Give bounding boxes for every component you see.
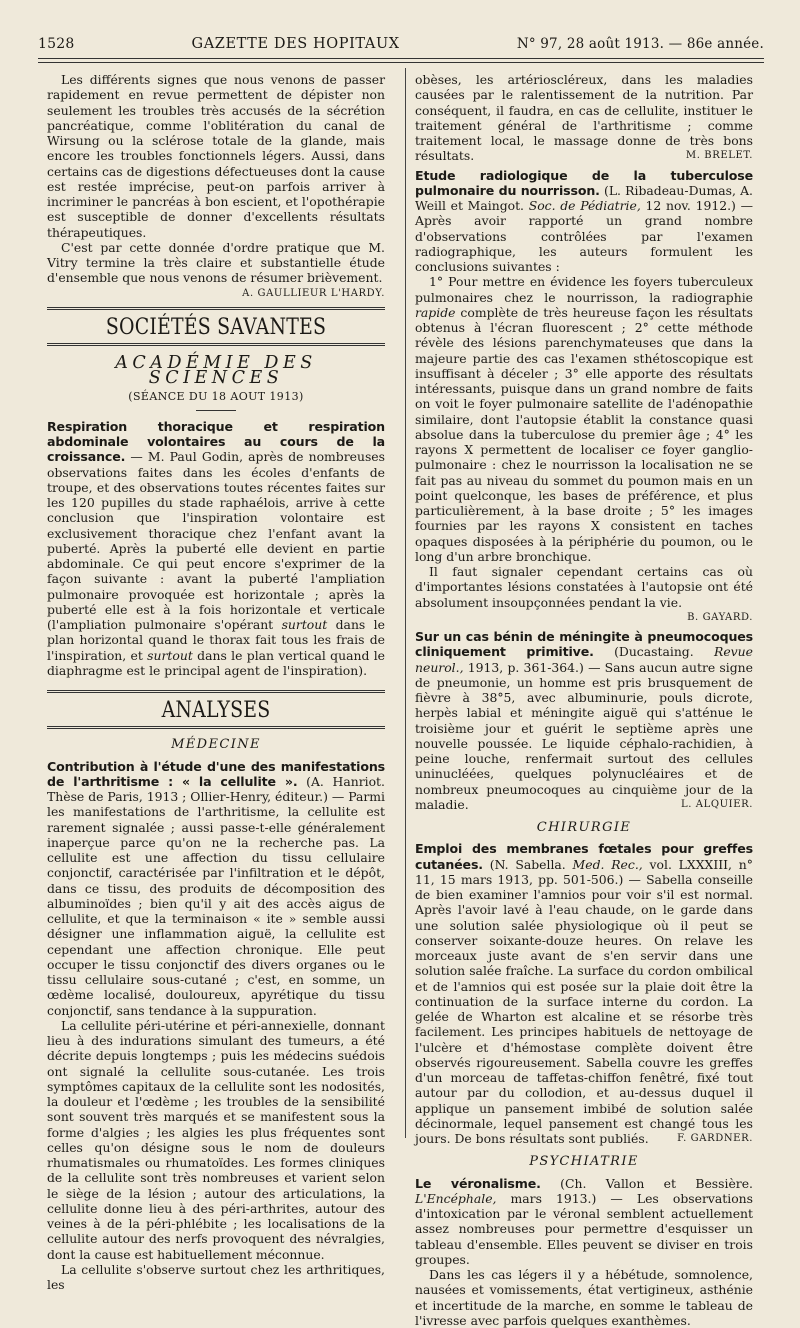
cellulite-paragraph-2: La cellulite péri-utérine et péri-annexielle, donnant lieu à des indurations simulant des tumeurs, a été décrite depuis longtemps ; puis les médecins suédois ont signalé la cellulite sous-cutanée. Les trois symptômes capitaux de la cellulite sont les nodosités, la douleur et l'œdème ; les troubles de la sensibilité sont souvent très marqués et se manifestent sous la forme d'algies ; les algies les plus fréquentes sont celles qu'on désigne sous le nom de douleurs rhumatismales ou rhumatoïdes. Les formes cliniques de la cellulite sont très nombreuses et varient selon le siège de la lésion ; autour des articulations, la cellulite donne lieu à des péri-arthrites, autour des veines à de la péri-phlébite ; les localisations de la cellulite autour des nerfs provoquent des névralgies, dont la cause est habituellement méconnue. <box>47 1017 385 1262</box>
right-column <box>415 72 753 1328</box>
article-journal: Med. Rec., <box>572 856 643 872</box>
column-separator <box>405 68 406 1138</box>
signature: A. GAULLIEUR L'HARDY. <box>242 287 385 299</box>
seance-date: (SÉANCE DU 18 AOUT 1913) <box>128 389 304 403</box>
signature: L. ALQUIER. <box>680 798 753 810</box>
article-cellulite <box>47 759 385 1018</box>
issue-info: N° 97, 28 août 1913. — 86e année. <box>516 36 764 52</box>
article-veronalisme <box>415 1176 753 1268</box>
article-greffes <box>415 841 753 1146</box>
cellulite-continued <box>415 72 753 164</box>
intro-paragraph-2-text: C'est par cette donnée d'ordre pratique que M. Vitry termine la très claire et substantielle étude d'ensemble que nous venons de résumer brièvement. <box>47 239 385 286</box>
article-journal: L'Encéphale, <box>415 1190 497 1206</box>
article-title: Emploi des membranes fœtales pour greffes cutanées. <box>415 841 753 872</box>
article-journal: Soc. de Pédiatrie, <box>528 198 641 213</box>
signature: M. BRELET. <box>685 150 753 162</box>
article-godin <box>47 419 385 678</box>
article-citation-end: mars 1913.) <box>510 1190 597 1206</box>
tuberculose-paragraph-3 <box>415 564 753 623</box>
italic-word: surtout <box>281 617 328 632</box>
italic-word: rapide <box>415 304 456 320</box>
conclusions-text: 1° Pour mettre en évidence les foyers tuberculeux pulmonaires chez le nourrisson, la radiographie <box>415 274 753 305</box>
article-citation-end: 1913, p. 361-364.) <box>467 659 584 675</box>
paragraph-text: Il faut signaler cependant certains cas où d'importantes lésions constatées à l'autopsie ont été absolument insoupçonnées pendant la vie. <box>415 564 753 610</box>
article-citation: (A. Hanriot. Thèse de Paris, 1913 ; Ollier-Henry, éditeur.) <box>47 773 385 804</box>
article-journal: Revue neurol., <box>415 644 753 675</box>
article-body: — Après avoir rapporté un grand nombre d'observations contrôlées par l'examen radiographique, les auteurs formulent les conclusions suivantes : <box>415 198 753 274</box>
section-rule <box>47 690 385 693</box>
signature: F. GARDNER. <box>677 1133 753 1144</box>
intro-paragraph-2 <box>47 239 385 299</box>
academie-heading: ACADÉMIE DES SCIENCES <box>115 353 317 389</box>
cellulite-paragraph-3: La cellulite s'observe surtout chez les arthritiques, les <box>47 1261 385 1292</box>
subhead-chirurgie: CHIRURGIE <box>536 820 632 835</box>
section-rule <box>47 307 385 310</box>
subhead-psychiatrie: PSYCHIATRIE <box>529 1154 639 1170</box>
article-body: dans le plan horizontal quand le thorax fait tous les frais de l'inspiration, et <box>47 617 385 663</box>
article-author: — M. Paul Godin, <box>130 449 244 465</box>
tuberculose-conclusions <box>415 274 753 564</box>
section-title-societes: SOCIÉTÉS SAVANTES <box>105 314 327 340</box>
article-citation: (N. Sabella. <box>489 856 566 872</box>
conclusions-text: complète de très heureuse façon les résultats obtenus à l'écran fluorescent ; 2° cette méthode révèle des lésions parenchymateuses que dans la majeure partie des cas l'examen sthétoscopique est insuffisant à déceler ; 3° elle apporte des résultats intéressants, puisque dans un grand nombre de faits on voit le foyer pulmonaire satellite de l'adénopathie similaire, dont l'autopsie établit la constance quasi absolue dans la tuberculose du premier âge ; 4° les rayons X permettent de localiser ce foyer ganglio-pulmonaire : chez le nourrisson la localisation ne se fait pas au niveau du sommet du poumon mais en un point quelconque, les bases de préférence, et plus particulièrement, à la base droite ; 5° les images fournies par les rayons X consistent en taches opaques disposées à la périphérie du poumon, ou le long d'un arbre bronchique. <box>415 304 753 564</box>
article-body: après de nombreuses observations faites dans les écoles d'enfants de troupe, et des observations toutes récentes faites sur les 120 pupilles du stade raphaélois, arrive à cette conclusion que l'inspiration volontaire est exclusivement thoracique chez l'enfant avant la puberté. Après la puberté elle devient en partie abdominale. Ce qui peut encore s'exprimer de la façon suivante : avant la puberté l'ampliation pulmonaire provoquée est horizontale ; après la puberté elle est à la fois horizontale et verticale (l'ampliation pulmonaire s'opérant <box>47 449 385 632</box>
article-body: — Sabella conseille de bien examiner l'amnios pour voir s'il est normal. Après l'avoir lavé à l'eau chaude, on le garde dans une solution salée physiologique où il peut se conserver soixante-douze heures. On relave les morceaux juste avant de s'en servir dans une solution salée fraîche. La surface du cordon ombilical et de l'amnios qui est posée sur la plaie doit être la continuation de la surface interne du cordon. La gelée de Wharton est alcaline et se résorbe très facilement. Les principes habituels de nettoyage de l'ulcère et d'hémostase complète doivent être observés rigoureusement. Sabella couvre les greffes d'un morceau de taffetas-chiffon fenêtré, fixé tout autour par du collodion, et au-dessus duquel il applique un pansement imbibé de solution salée décinormale, lequel pansement est changé tous les jours. De bons résultats sont publiés. <box>415 871 753 1146</box>
cellulite-continued-text: obèses, les artérioscléreux, dans les maladies causées par le ralentissement de la nutrition. Par conséquent, il faudra, en cas de cellulite, instituer le traitement général de l'arthritisme ; comme traitement local, le massage donne de très bons résultats. <box>415 72 753 164</box>
header-rule <box>38 58 764 59</box>
article-body: — Parmi les manifestations de l'arthritisme, la cellulite est rarement signalée ; aussi passe-t-elle généralement inaperçue parce qu'on ne la recherche pas. La cellulite est une affection du tissu cellulaire conjonctif, caractérisée par l'infiltration et le dépôt, dans ce tissu, des produits de décomposition des albuminoïdes ; bien qu'il y ait des accès aigus de cellulite, et que la terminaison « ite » semble aussi désigner une inflammation aiguë, la cellulite est cependant une affection chronique. Elle peut occuper le tissu conjonctif des divers organes ou le tissu cellulaire sous-cutané ; c'est, en somme, un œdème localisé, douloureux, apyrétique du tissu conjonctif, sans tendance à la suppuration. <box>47 789 385 1018</box>
article-title: Sur un cas bénin de méningite à pneumocoques cliniquement primitive. <box>415 629 753 660</box>
article-body: — Sans aucun autre signe de pneumonie, un homme est pris brusquement de fièvre à 38°5, avec albuminurie, pouls dicrote, herpès labial et méningite aiguë qui s'atténue le troisième jour et guérit le septième après une nouvelle poussée. Le liquide céphalo-rachidien, à peine louche, renfermait surtout des cellules uninucléées, quelques polynucléaires et de nombreux pneumocoques au cinquième jour de la maladie. <box>415 659 753 812</box>
article-title: Contribution à l'étude d'une des manifestations de l'arthritisme : « la cellulite ». <box>47 758 385 789</box>
article-tuberculose <box>415 168 753 275</box>
italic-word: surtout <box>147 647 193 663</box>
article-citation: (Ducastaing. <box>614 644 694 660</box>
article-citation-end: 12 nov. 1912.) <box>645 198 736 213</box>
article-title: Respiration thoracique et respiration abdominale volontaires au cours de la croissance. <box>47 418 385 465</box>
article-citation: (L. Ribadeau-Dumas, A. Weill et Maingot. <box>415 182 753 213</box>
article-body: — Les observations d'intoxication par le véronal semblent actuellement assez nombreuses pour permettre d'esquisser un tableau d'ensemble. Elles peuvent se diviser en trois groupes. <box>415 1190 753 1267</box>
section-title-analyses: ANALYSES <box>161 698 271 723</box>
article-title: Le véronalisme. <box>415 1175 541 1191</box>
article-meningite <box>415 629 753 812</box>
intro-paragraph-1: Les différents signes que nous venons de passer rapidement en revue permettent de dépister non seulement les troubles très accusés de la sécrétion pancréatique, comme l'oblitération du canal de Wirsung ou la sclérose totale de la glande, mais encore les troubles fonctionnels légers. Aussi, dans certains cas de digestions défectueuses dont la cause est restée imprécise, peut-on parfois arriver à incriminer le pancréas à bon escient, et l'opothérapie est susceptible de donner d'excellents résultats thérapeutiques. <box>47 72 385 240</box>
journal-title: GAZETTE DES HOPITAUX <box>191 36 400 52</box>
veronalisme-paragraph-2: Dans les cas légers il y a hébétude, somnolence, nausées et vomissements, état vertigineux, asthénie et incertitude de la marche, en somme le tableau de l'ivresse avec parfois quelques exanthèmes. <box>415 1267 753 1328</box>
article-citation: (Ch. Vallon et Bessière. <box>560 1175 753 1191</box>
header-rule-2 <box>38 62 764 63</box>
left-column <box>47 72 385 1292</box>
article-citation-end: vol. LXXXIII, n° 11, 15 mars 1913, pp. 501-506.) <box>415 856 753 887</box>
article-title: Etude radiologique de la tuberculose pulmonaire du nourrisson. <box>415 167 753 198</box>
page-number: 1528 <box>38 36 75 52</box>
short-divider <box>196 410 236 411</box>
section-rule <box>47 726 385 729</box>
page-header <box>38 36 764 52</box>
article-body: dans le plan vertical quand le diaphragme est le principal agent de l'inspiration). <box>47 647 385 678</box>
subhead-medecine: MÉDECINE <box>171 737 261 753</box>
section-rule <box>47 343 385 346</box>
signature: B. GAYARD. <box>687 611 753 623</box>
